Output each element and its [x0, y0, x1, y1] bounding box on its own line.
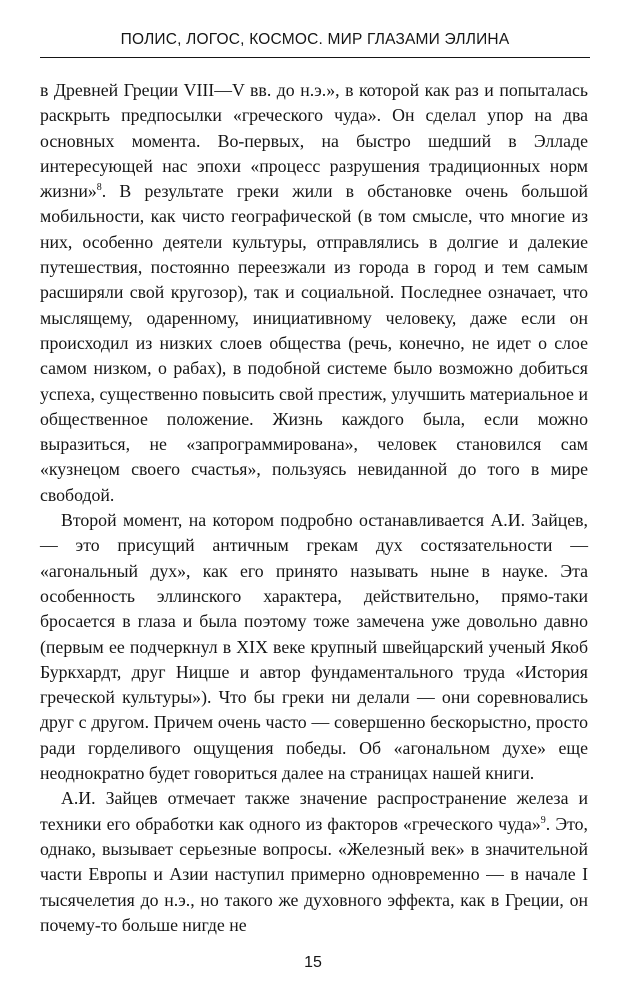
paragraph-2 — [40, 508, 588, 786]
paragraph-3-text-a: А.И. Зайцев отмечает также значение распространение железа и техники его обработки как одного из факторов «греческого чуда» — [40, 788, 588, 834]
paragraph-3 — [40, 786, 588, 938]
paragraph-1-text-a: в Древней Греции VIII—V вв. до н.э.», в которой как раз и попыталась раскрыть предпосылки «греческого чуда». Он сделал упор на два основных момента. Во-первых, на быстро шедший в Элладе интересующей нас эпохи «процесс разрушения традиционных норм жизни» — [40, 80, 588, 202]
paragraph-1 — [40, 78, 588, 508]
page-number: 15 — [304, 954, 322, 971]
header-rule — [40, 57, 590, 58]
footnote-ref-8: 8 — [96, 182, 102, 194]
paragraph-1-text-b: . В результате греки жили в обстановке очень большой мобильности, как чисто географической (в том смысле, что многие из них, особенно деятели культуры, отправлялись в долгие и далекие путешествия, постоянно переезжали из города в город и тем самым расширяли свой кругозор), так и социальной. Последнее означает, что мыслящему, одаренному, инициативному человеку, даже если он происходил из низких слоев общества (речь, конечно, не идет о слое самом низком, о рабах), в подобной системе было возможно добиться успеха, существенно повысить свой престиж, улучшить материальное и общественное положение. Жизнь каждого была, если можно выразиться, не «запрограммирована», человек становился сам «кузнецом своего счастья», пользуясь невиданной до того в мире свободой. — [40, 181, 588, 505]
paragraph-2-text: Второй момент, на котором подробно останавливается А.И. Зайцев, — это присущий античным грекам дух состязательности — «агональный дух», как его принято называть ныне в науке. Эта особенность эллинского характера, действительно, прямо-таки бросается в глаза и была поэтому тоже замечена уже довольно давно (первым ее подчеркнул в XIX веке крупный швейцарский ученый Якоб Буркхардт, друг Ницше и автор фундаментального труда «История греческой культуры»). Что бы греки ни делали — они соревновались друг с другом. Причем очень часто — совершенно бескорыстно, просто ради горделивого ощущения победы. Об «агональном духе» еще неоднократно будет говориться далее на страницах нашей книги. — [40, 510, 588, 784]
footnote-ref-9: 9 — [540, 814, 546, 826]
body-text — [40, 78, 588, 938]
paragraph-3-text-b: . Это, однако, вызывает серьезные вопросы. «Железный век» в значительной части Европы и Азии наступил примерно одновременно — в начале I тысячелетия до н.э., но такого же духовного эффекта, как в Греции, он почему-то больше нигде не — [40, 813, 588, 935]
running-header: ПОЛИС, ЛОГОС, КОСМОС. МИР ГЛАЗАМИ ЭЛЛИНА — [120, 31, 510, 48]
